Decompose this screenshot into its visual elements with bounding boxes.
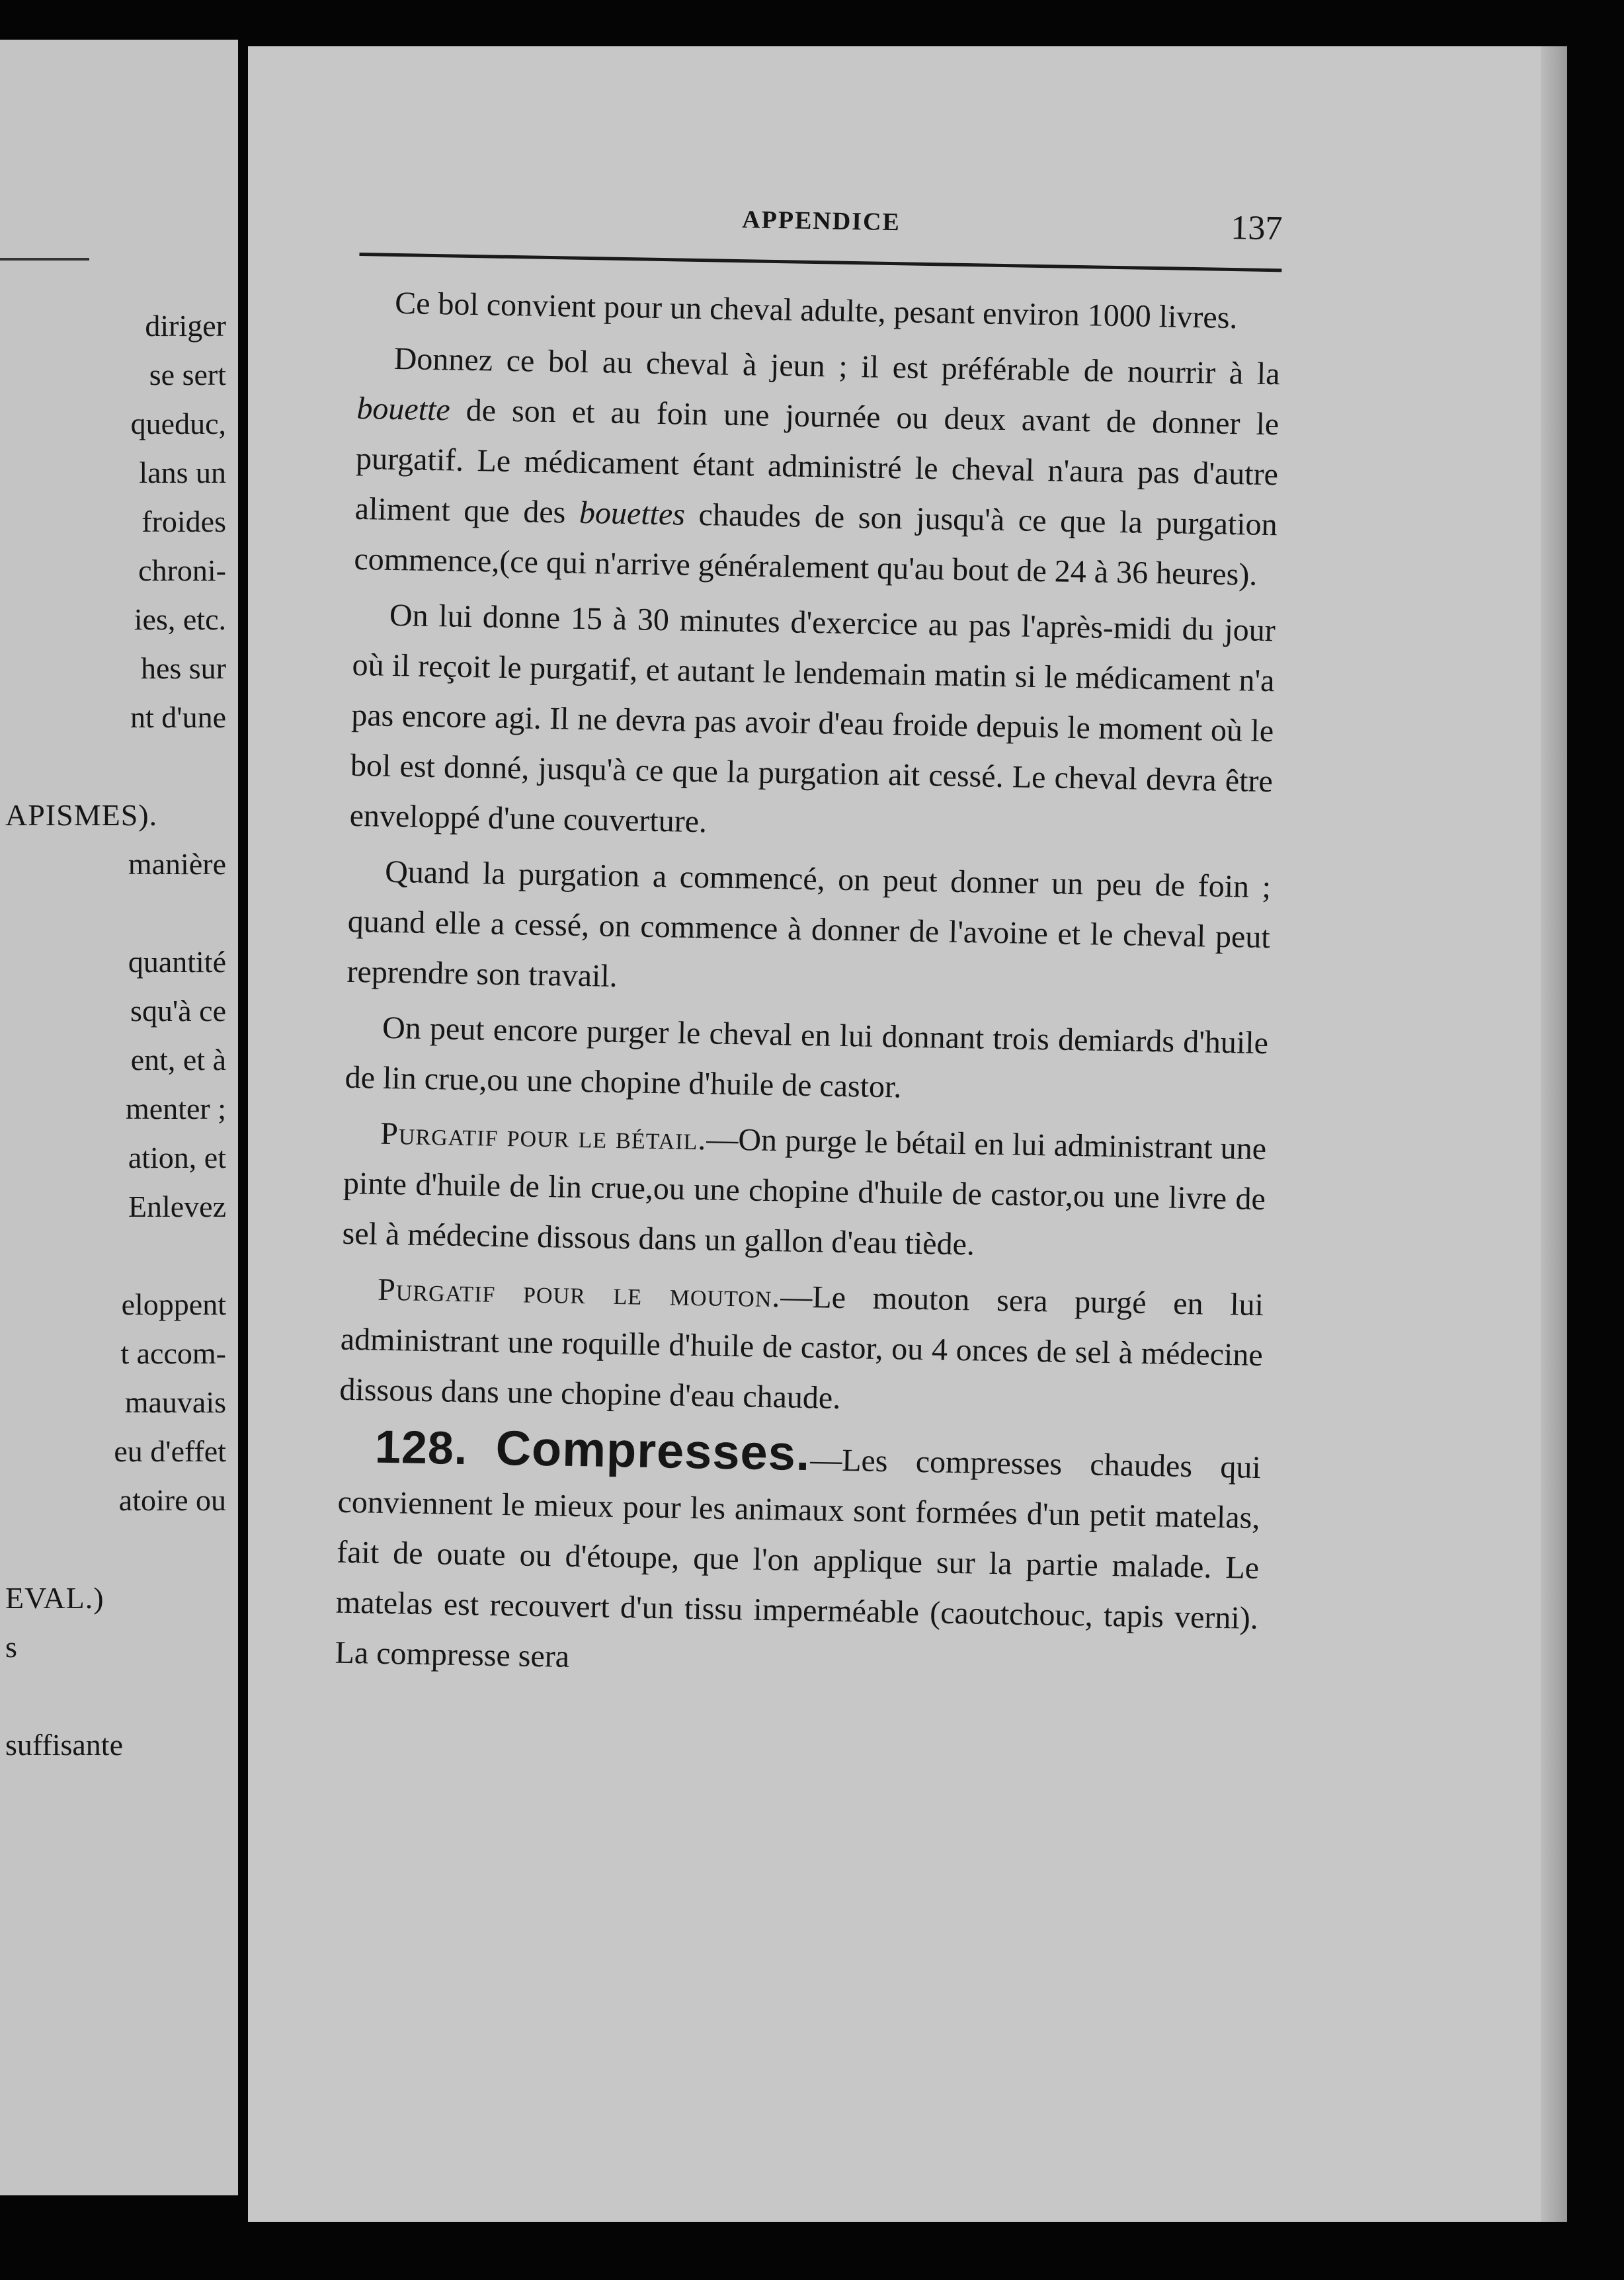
paragraph-text: Ce bol convient pour un cheval adulte, pesant environ 1000 livres.: [394, 285, 1238, 336]
left-page-line: suffisante: [5, 1728, 124, 1762]
paragraph-text: —Les compresses chaudes qui conviennent le mieux pour les animaux sont formées d'un petit matelas, fait de ouate ou d'étoupe, que l'on applique sur la partie malade. Le matelas est recouvert d'un tissu imperméable (caoutchouc, tapis verni). La compresse sera: [335, 1442, 1262, 1674]
paragraph-dosage: [358, 278, 1281, 344]
left-page-line: APISMES).: [5, 798, 158, 832]
paragraph-compresses: [335, 1420, 1262, 1694]
left-page-line: menter ;: [126, 1092, 226, 1125]
paragraph-exercise: [349, 590, 1276, 857]
left-page-line: queduc,: [130, 407, 226, 440]
left-page-line: hes sur: [140, 651, 226, 685]
subsection-heading: Purgatif pour le mouton.: [377, 1272, 781, 1315]
left-page-line: lans un: [139, 456, 226, 489]
paragraph-text: chaudes de son jusqu'à ce que la purgation commence,(ce qui n'arrive généralement qu'au bout de 24 à 36 heures).: [354, 497, 1278, 592]
page-content: [335, 198, 1283, 1699]
left-page-fragment: [0, 40, 238, 2195]
paragraph-feeding: [346, 846, 1272, 1013]
paragraph-text: On peut encore purger le cheval en lui donnant trois demiards d'huile de lin crue,ou une chopine d'huile de castor.: [345, 1010, 1269, 1105]
left-page-line: atoire ou: [118, 1483, 226, 1517]
left-page-line: EVAL.): [5, 1581, 104, 1615]
paragraph-text: Donnez ce bol au cheval à jeun ; il est préférable de nourrir à la: [393, 341, 1281, 392]
paragraph-text: —On purge le bétail en lui administrant une pinte d'huile de lin crue,ou une chopine d'huile de castor,ou une livre de sel à médecine dissous dans un gallon d'eau tiède.: [342, 1121, 1267, 1262]
italic-term: bouettes: [579, 495, 686, 532]
page-number: 137: [1230, 208, 1283, 248]
paragraph-text: de son et au foin une journée ou deux avant de donner le purgatif. Le médicament étant administré le cheval n'aura pas d'autre aliment que des: [354, 392, 1279, 530]
paragraph-sheep: [339, 1264, 1264, 1431]
paragraph-text: —Le mouton sera purgé en lui administrant une roquille d'huile de castor, ou 4 onces de sel à médecine dissous dans une chopine d'eau chaude.: [339, 1279, 1264, 1416]
page-edge-shadow: [1541, 46, 1567, 2222]
left-page-line: Enlevez: [128, 1190, 226, 1223]
left-page-line: eloppent: [121, 1287, 226, 1321]
right-page: [248, 46, 1567, 2222]
paragraph-administration: [354, 333, 1280, 600]
body-text: [335, 278, 1281, 1694]
paragraph-text: On lui donne 15 à 30 minutes d'exercice au pas l'après-midi du jour où il reçoit le purgatif, et autant le lendemain matin si le médicament n'a pas encore agi. Il ne devra pas avoir d'eau froide depuis le moment où le bol est donné, jusqu'à ce que la purgation ait cessé. Le cheval devra être enveloppé d'une couverture.: [349, 597, 1276, 840]
paragraph-text: Quand la purgation a commencé, on peut donner un peu de foin ; quand elle a cessé, on commence à donner de l'avoine et le cheval peut reprendre son travail.: [346, 854, 1272, 994]
left-page-line: diriger: [145, 309, 226, 343]
header-rule: [359, 253, 1281, 272]
subsection-heading: Purgatif pour le bétail.: [380, 1116, 707, 1157]
left-page-line: manière: [128, 847, 226, 881]
left-page-line: mauvais: [124, 1385, 226, 1419]
left-page-line: chroni-: [138, 553, 226, 587]
section-number: 128.: [374, 1420, 468, 1475]
left-page-line: s: [5, 1630, 17, 1664]
left-page-line: t accom-: [120, 1336, 226, 1370]
left-page-line: froides: [142, 505, 226, 538]
italic-term: bouette: [356, 390, 451, 428]
paragraph-cattle: [342, 1108, 1267, 1275]
section-title: Compresses.: [495, 1420, 811, 1481]
left-page-line: eu d'effet: [114, 1434, 226, 1468]
left-page-rule: [0, 258, 89, 261]
paragraph-alternative: [345, 1002, 1268, 1119]
left-page-line: nt d'une: [130, 700, 226, 734]
left-page-line: ation, et: [128, 1141, 226, 1174]
left-page-line: ies, etc.: [134, 602, 226, 636]
left-page-line: ent, et à: [130, 1043, 226, 1077]
left-page-line: quantité: [128, 945, 226, 979]
left-page-line: squ'à ce: [130, 994, 226, 1028]
page-header: [359, 198, 1282, 274]
running-head: APPENDICE: [741, 206, 901, 237]
left-page-line: se sert: [149, 358, 226, 391]
